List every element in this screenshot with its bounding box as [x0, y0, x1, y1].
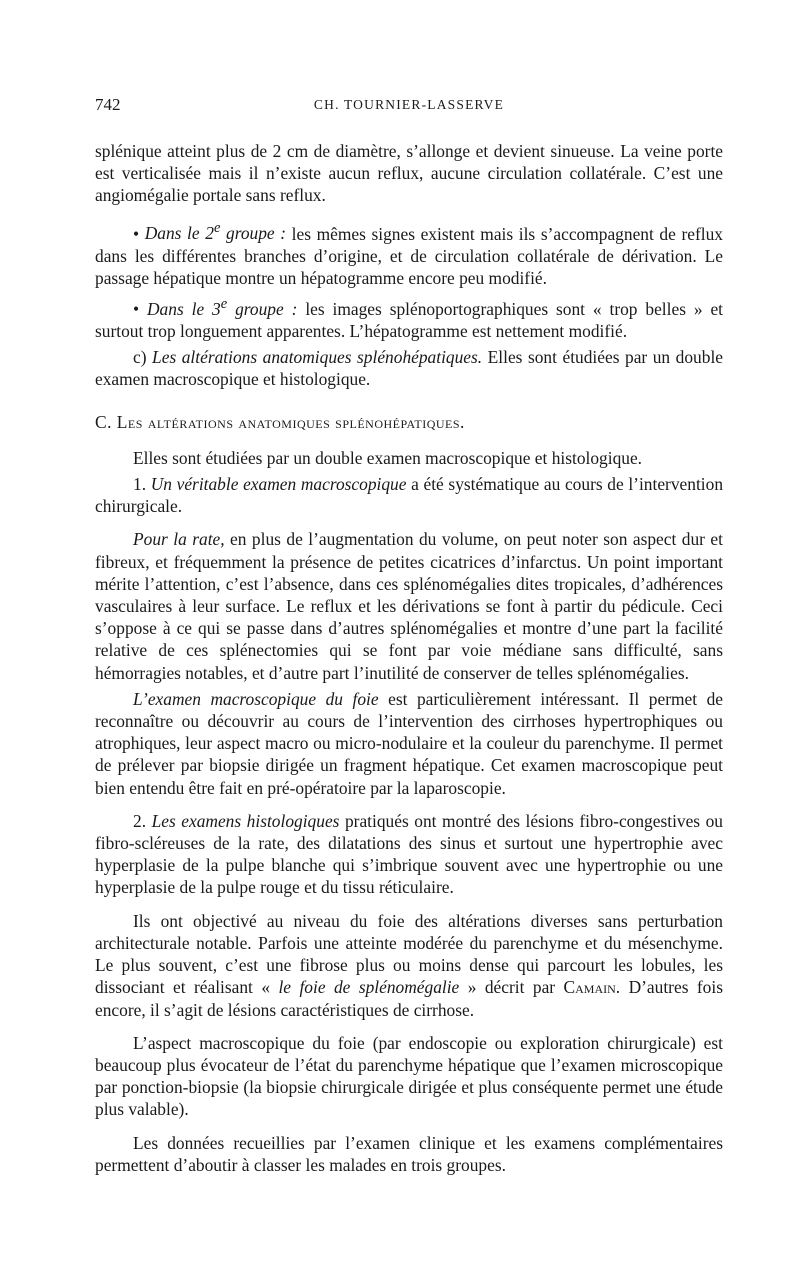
- group-2-lead: Dans le 2e groupe :: [144, 220, 287, 244]
- bullet: •: [133, 223, 140, 244]
- rate-lead: Pour la rate,: [133, 529, 225, 550]
- paragraph-rate: Pour la rate, en plus de l’augmentation du volume, on peut noter son aspect dur et fibreux, et fréquemment la présence de petites cicatrices d’infarctus. Un point important mérite l’attention, c’est l’absence, dans ces splénomégalies dites tropicales, d’adhérences vasculaires à leur surface. Le reflux et les dérivations se font à partir du pédicule. Ceci s’oppose à ce qui se passe dans d’autres splénomégalies et montre d’une part la facilité relative de ces splénectomies qui se font par voie médiane sans difficulté, sans hémorragies notables, et d’autre part l’inutilité de conserver de telles splénomégalies.: [95, 529, 723, 683]
- bullet: •: [133, 298, 140, 319]
- paragraph-conclusion: Les données recueillies par l’examen clinique et les examens complémentaires permettent d’aboutir à classer les malades en trois groupes.: [95, 1132, 723, 1175]
- page-number: 742: [95, 95, 121, 114]
- foie-splenomegalie: le foie de splénomégalie: [278, 977, 460, 998]
- group-3-lead: Dans le 3e groupe :: [147, 296, 298, 319]
- macroscopic-title: Un véritable examen macroscopique: [150, 474, 407, 495]
- paragraph-5: Elles sont étudiées par un double examen macroscopique et histologique.: [133, 447, 643, 468]
- section-heading-c: C. Les altérations anatomiques splénohépatiques.: [95, 411, 465, 432]
- page-header: [95, 95, 723, 119]
- paragraph-c: c) Les altérations anatomiques splénohépatiques. Elles sont étudiées par un double examen macroscopique et histologique.: [95, 347, 723, 390]
- running-head: CH. TOURNIER-LASSERVE: [313, 97, 505, 112]
- paragraph-histology: 2. Les examens histologiques pratiqués ont montré des lésions fibro-congestives ou fibro-scléreuses de la rate, des dilatations des sinus et surtout une hypertrophie avec hyperplasie de la pulpe blanche qui s’imbrique souvent avec une hypertrophie ou une hyperplasie de la pulpe rouge et du tissu réticulaire.: [95, 810, 724, 898]
- histology-title: Les examens histologiques: [151, 810, 340, 831]
- paragraph-6: 1. Un véritable examen macroscopique a été systématique au cours de l’intervention chirurgicale.: [95, 474, 724, 517]
- paragraph-aspect: L’aspect macroscopique du foie (par endoscopie ou exploration chirurgicale) est beaucoup plus évocateur de l’état du parenchyme hépatique que l’examen microscopique par ponction-biopsie (la biopsie chirurgicale dirigée et plus conséquente permet une étude plus valable).: [95, 1032, 723, 1120]
- paragraph-group-3: [95, 293, 723, 342]
- author-name: Camain: [563, 977, 616, 998]
- group-2-text: les mêmes signes existent mais ils s’accompagnent de reflux dans les différentes branches d’origine, et de circulation collatérale de dérivation. Le passage hépatique montre un hépatogramme encore peu modifié.: [95, 223, 723, 288]
- foie-lead: L’examen macroscopique du foie: [133, 688, 379, 709]
- subheading-italic: Les altérations anatomiques splénohépatiques.: [152, 347, 483, 368]
- paragraph-liver-lesions: Ils ont objectivé au niveau du foie des altérations diverses sans perturbation architecturale notable. Parfois une atteinte modérée du parenchyme et du mésenchyme. Le plus souvent, c’est une fibrose plus ou moins dense qui parcourt les lobules, les dissociant et réalisant « le foie de splénomégalie » décrit par Camain. D’autres fois encore, il s’agit de lésions caractéristiques de cirrhose.: [95, 910, 723, 1020]
- paragraph-group-2: [95, 218, 723, 289]
- body-text: [95, 140, 723, 1187]
- group-3-text: les images splénoportographiques sont « trop belles » et surtout trop longuement apparentes. L’hépatogramme est nettement modifié.: [95, 298, 723, 342]
- paragraph-1: splénique atteint plus de 2 cm de diamètre, s’allonge et devient sinueuse. La veine porte est verticalisée mais il n’existe aucun reflux, aucune circulation collatérale. C’est une angiomégalie portale sans reflux.: [95, 141, 723, 206]
- paragraph-foie: L’examen macroscopique du foie est particulièrement intéressant. Il permet de reconnaître ou découvrir au cours de l’intervention des cirrhoses hypertrophiques ou atrophiques, leur aspect macro ou micro-nodulaire et la couleur du parenchyme. Il permet de prélever par biopsie dirigée un fragment hépatique. Cet examen macroscopique peut bien entendu être fait en pré-opératoire par la laparoscopie.: [95, 688, 724, 798]
